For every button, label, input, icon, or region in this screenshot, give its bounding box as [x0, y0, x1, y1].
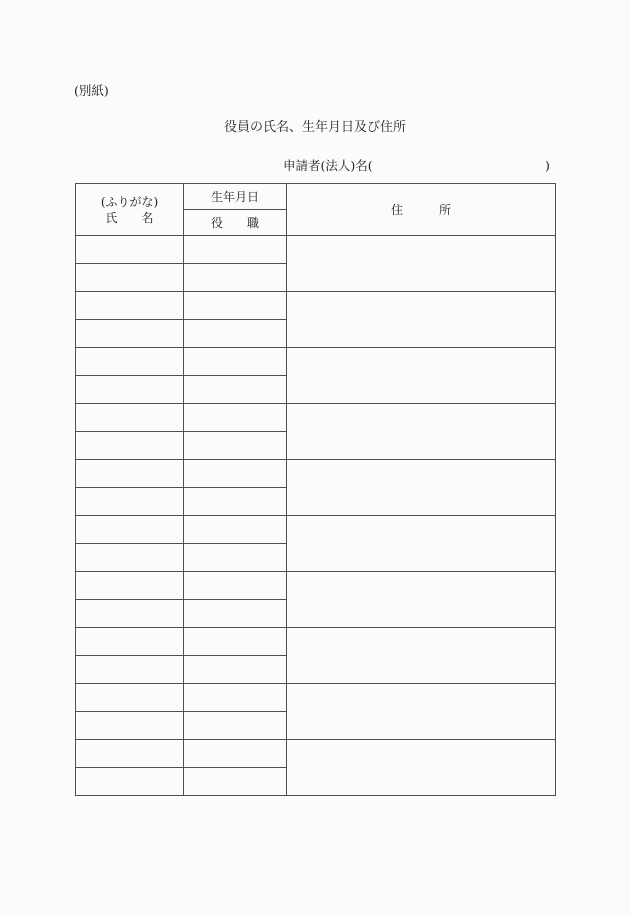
officer-row-9-line1 [76, 684, 556, 712]
name-cell [76, 264, 184, 292]
officer-table-header [76, 184, 556, 236]
birthdate-cell [184, 684, 287, 712]
name-header-label: 氏 名 [105, 210, 154, 225]
position-cell [184, 376, 287, 404]
birthdate-cell [184, 740, 287, 768]
position-cell [184, 712, 287, 740]
applicant-close-paren: ) [545, 158, 550, 173]
furigana-cell [76, 460, 184, 488]
furigana-header-label: (ふりがな) [100, 194, 159, 209]
officer-row-1-line1 [76, 236, 556, 264]
name-cell [76, 768, 184, 796]
header-row-top [76, 184, 556, 210]
birthdate-cell [184, 348, 287, 376]
address-cell [287, 740, 556, 796]
name-cell [76, 544, 184, 572]
officer-table-body [76, 236, 556, 796]
position-cell [184, 264, 287, 292]
address-cell [287, 572, 556, 628]
name-cell [76, 432, 184, 460]
name-cell [76, 712, 184, 740]
furigana-cell [76, 236, 184, 264]
address-cell [287, 516, 556, 572]
furigana-cell [76, 628, 184, 656]
name-column-header [76, 184, 184, 236]
address-cell [287, 404, 556, 460]
position-cell [184, 320, 287, 348]
birthdate-cell [184, 460, 287, 488]
officer-row-3-line1 [76, 348, 556, 376]
furigana-cell [76, 404, 184, 432]
furigana-cell [76, 684, 184, 712]
officer-row-5-line1 [76, 460, 556, 488]
furigana-cell [76, 292, 184, 320]
position-cell [184, 544, 287, 572]
address-cell [287, 292, 556, 348]
position-cell [184, 600, 287, 628]
position-column-header: 役 職 [184, 210, 287, 236]
officer-row-7-line1 [76, 572, 556, 600]
officer-row-8-line1 [76, 628, 556, 656]
name-cell [76, 600, 184, 628]
officer-row-6-line1 [76, 516, 556, 544]
furigana-cell [76, 572, 184, 600]
birthdate-cell [184, 404, 287, 432]
birthdate-cell [184, 572, 287, 600]
name-cell [76, 320, 184, 348]
name-cell [76, 376, 184, 404]
document-title: 役員の氏名、生年月日及び住所 [223, 120, 406, 135]
address-cell [287, 460, 556, 516]
address-column-header: 住 所 [287, 184, 556, 236]
position-cell [184, 488, 287, 516]
officer-row-10-line1 [76, 740, 556, 768]
furigana-cell [76, 348, 184, 376]
position-cell [184, 656, 287, 684]
position-cell [184, 432, 287, 460]
name-cell [76, 656, 184, 684]
position-cell [184, 768, 287, 796]
furigana-cell [76, 740, 184, 768]
birthdate-cell [184, 628, 287, 656]
furigana-cell [76, 516, 184, 544]
name-cell [76, 488, 184, 516]
address-cell [287, 684, 556, 740]
birthdate-cell [184, 516, 287, 544]
address-cell [287, 348, 556, 404]
birthdate-cell [184, 292, 287, 320]
officer-row-4-line1 [76, 404, 556, 432]
address-cell [287, 236, 556, 292]
birthdate-cell [184, 236, 287, 264]
officer-row-2-line1 [76, 292, 556, 320]
applicant-name-label: 申請者(法人)名( [283, 158, 373, 173]
birthdate-column-header: 生年月日 [184, 184, 287, 210]
officer-table [75, 183, 556, 796]
address-cell [287, 628, 556, 684]
attachment-note: (別紙) [74, 83, 109, 98]
